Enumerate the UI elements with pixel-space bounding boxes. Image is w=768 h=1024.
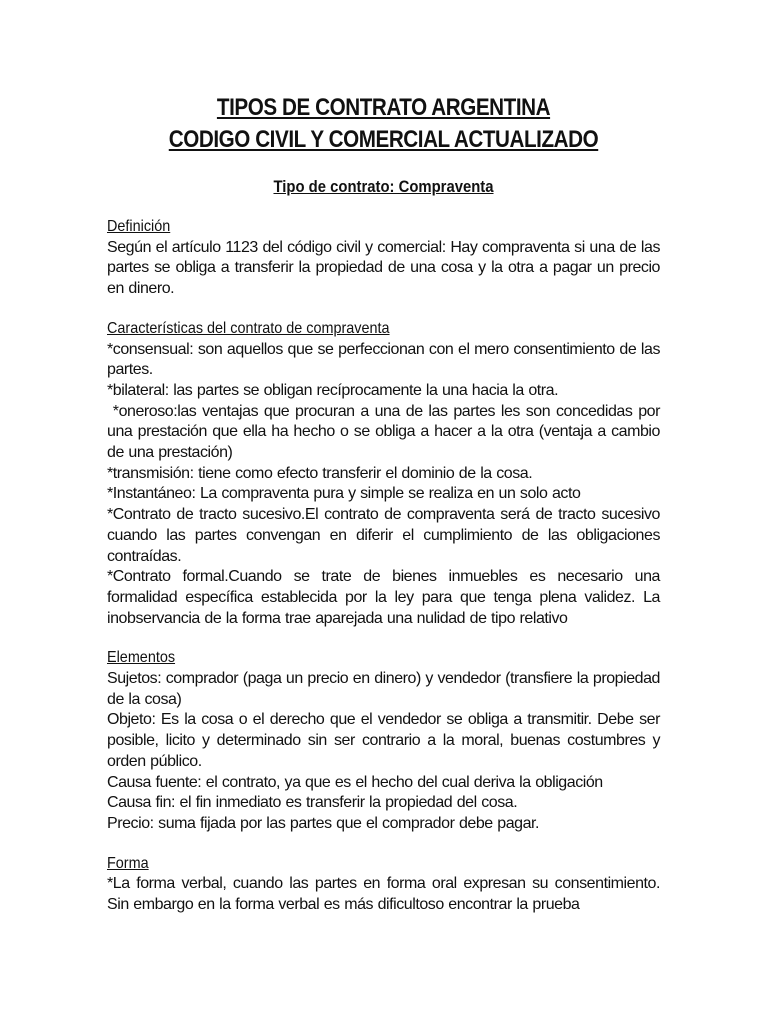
document-title-line-1: TIPOS DE CONTRATO ARGENTINA xyxy=(216,94,551,121)
paragraph: Según el artículo 1123 del código civil y comercial: Hay compraventa si una de las partes se obliga a transferir la propiedad de una cosa y la otra a pagar un precio en dinero. xyxy=(107,238,660,298)
document-page xyxy=(107,92,665,916)
section-heading: Características del contrato de compraventa xyxy=(107,319,390,337)
paragraph: Causa fuente: el contrato, ya que es el hecho del cual deriva la obligación xyxy=(107,773,603,791)
paragraph: *consensual: son aquellos que se perfeccionan con el mero consentimiento de las partes. xyxy=(107,340,660,379)
section-heading: Definición xyxy=(107,218,171,235)
paragraph: Objeto: Es la cosa o el derecho que el vendedor se obliga a transmitir. Debe ser posible, licito y determinado sin ser contrario a la moral, buenas costumbres y orden público. xyxy=(107,711,660,770)
section-elementos xyxy=(107,648,660,834)
paragraph: *bilateral: las partes se obligan recíprocamente la una hacia la otra. xyxy=(107,381,559,399)
paragraph: *Instantáneo: La compraventa pura y simple se realiza en un solo acto xyxy=(107,485,581,503)
paragraph: Precio: suma fijada por las partes que el comprador debe pagar. xyxy=(107,814,540,832)
section-definicion xyxy=(107,217,660,300)
paragraph: *oneroso:las ventajas que procuran a una de las partes les son concedidas por una prestación que ella ha hecho o se obliga a hacer a la otra (ventaja a cambio de una prestación) xyxy=(107,402,665,462)
paragraph: Sujetos: comprador (paga un precio en dinero) y vendedor (transfiere la propiedad de la cosa) xyxy=(107,670,660,708)
paragraph: *La forma verbal, cuando las partes en forma oral expresan su consentimiento. Sin embargo en la forma verbal es más dificultoso encontrar la prueba xyxy=(107,875,660,914)
section-heading: Forma xyxy=(107,854,149,872)
paragraph: *Contrato formal.Cuando se trate de bienes inmuebles es necesario una formalidad específica establecida por la ley para que tenga plena validez. La inobservancia de la forma trae aparejada una nulidad de tipo relativo xyxy=(107,568,660,627)
section-caracteristicas xyxy=(107,319,665,630)
document-title-line-2: CODIGO CIVIL Y COMERCIAL ACTUALIZADO xyxy=(168,126,599,153)
paragraph: Causa fin: el fin inmediato es transferir la propiedad del cosa. xyxy=(107,794,518,812)
paragraph: *transmisión: tiene como efecto transferir el dominio de la cosa. xyxy=(107,464,533,482)
section-forma xyxy=(107,854,660,916)
document-subtitle: Tipo de contrato: Compraventa xyxy=(273,178,494,196)
paragraph: *Contrato de tracto sucesivo.El contrato de compraventa será de tracto sucesivo cuando las partes convengan en diferir el cumplimiento de las obligaciones contraídas. xyxy=(107,506,660,565)
section-heading: Elementos xyxy=(107,649,176,667)
